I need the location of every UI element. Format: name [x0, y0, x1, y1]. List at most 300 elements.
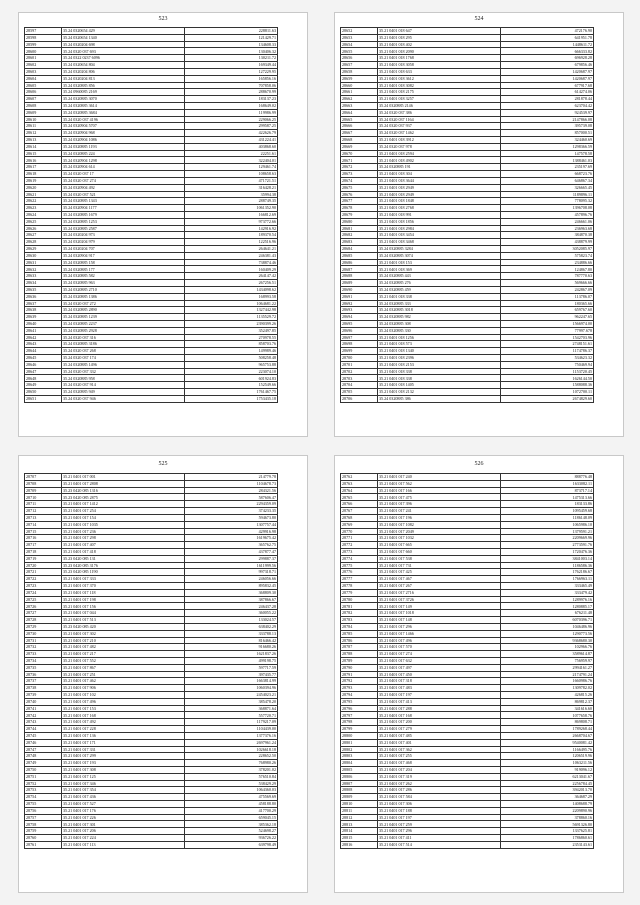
- amount-cell: 1186586.36: [501, 562, 594, 569]
- amount-cell: 322404.01: [185, 157, 278, 164]
- row-number-cell: 28630: [25, 252, 62, 259]
- code-cell: 35.24 0320885 1496: [62, 361, 185, 368]
- amount-cell: 316428.21: [185, 184, 278, 191]
- code-cell: 35.21 0401 017 125: [62, 773, 185, 780]
- code-cell: 35.24 0320885 177: [62, 266, 185, 273]
- code-cell: 35.24 0320 037 937: [378, 123, 501, 130]
- table-row: [341, 34, 594, 41]
- amount-cell: 417700.29: [185, 807, 278, 814]
- row-number-cell: 28795: [341, 698, 378, 705]
- code-cell: 35.21 0401 018 4902: [378, 157, 501, 164]
- row-number-cell: 28678: [341, 205, 378, 212]
- row-number-cell: 28724: [25, 589, 62, 596]
- code-cell: 35.21 0401 017 483: [378, 685, 501, 692]
- amount-cell: 168649.02: [185, 102, 278, 109]
- code-cell: 35.21 0401 018 1848: [378, 198, 501, 205]
- row-number-cell: 28664: [341, 109, 378, 116]
- row-number-cell: 28692: [341, 300, 378, 307]
- amount-cell: 374233.35: [185, 508, 278, 515]
- table-row: [25, 617, 278, 624]
- amount-cell: 1327442.98: [185, 307, 278, 314]
- code-cell: 35.24 0320885 3074: [378, 252, 501, 259]
- amount-cell: 962247.65: [501, 314, 594, 321]
- table-row: [25, 218, 278, 225]
- code-cell: 35.21 0401 017 296: [378, 828, 501, 835]
- table-row: [341, 773, 594, 780]
- row-number-cell: 28762: [341, 474, 378, 481]
- row-number-cell: 28775: [341, 562, 378, 569]
- amount-cell: 677917.68: [501, 82, 594, 89]
- row-number-cell: 28708: [25, 480, 62, 487]
- table-row: [25, 157, 278, 164]
- row-number-cell: 28689: [341, 280, 378, 287]
- amount-cell: 9540081.42: [501, 739, 594, 746]
- amount-cell: 997318.71: [185, 569, 278, 576]
- code-cell: 35.24 0320885 1679: [62, 211, 185, 218]
- row-number-cell: 28644: [25, 348, 62, 355]
- row-number-cell: 28748: [25, 753, 62, 760]
- code-cell: 35.21 0401 017 2049: [378, 528, 501, 535]
- code-cell: 35.21 0401 017 1466: [378, 630, 501, 637]
- code-cell: 35.24 0320204 979: [62, 239, 185, 246]
- amount-cell: 113786.07: [501, 293, 594, 300]
- amount-cell: 299587.25: [185, 123, 278, 130]
- row-number-cell: 28796: [341, 705, 378, 712]
- code-cell: 35.21 0401 017 196: [378, 514, 501, 521]
- table-row: [25, 89, 278, 96]
- code-cell: 35.21 0401 017 176: [62, 807, 185, 814]
- amount-cell: 641951.78: [501, 34, 594, 41]
- code-cell: 35.21 0401 017 362: [378, 746, 501, 753]
- row-number-cell: 28785: [341, 630, 378, 637]
- table-row: [25, 123, 278, 130]
- row-number-cell: 28816: [341, 841, 378, 848]
- row-number-cell: 28742: [25, 712, 62, 719]
- amount-cell: 1621837.26: [185, 651, 278, 658]
- table-row: [341, 205, 594, 212]
- amount-cell: 6070396.71: [501, 617, 594, 624]
- amount-cell: 1298366.59: [501, 143, 594, 150]
- row-number-cell: 28787: [341, 644, 378, 651]
- page-number: 525: [158, 461, 168, 467]
- row-number-cell: 28806: [341, 773, 378, 780]
- row-number-cell: 28777: [341, 576, 378, 583]
- code-cell: 35.21 0401 017 286: [378, 787, 501, 794]
- row-number-cell: 28727: [25, 610, 62, 617]
- row-number-cell: 28651: [25, 395, 62, 402]
- code-cell: 35.24 0320 037 978: [378, 143, 501, 150]
- row-number-cell: 28761: [25, 841, 62, 848]
- row-number-cell: 28771: [341, 535, 378, 542]
- code-cell: 35.21 0401 017 240: [378, 474, 501, 481]
- code-cell: 35.21 0401 017 2808: [62, 480, 185, 487]
- table-row: [25, 143, 278, 150]
- row-number-cell: 28774: [341, 555, 378, 562]
- row-number-cell: 28811: [341, 807, 378, 814]
- row-number-cell: 28641: [25, 327, 62, 334]
- amount-cell: 1789268.44: [501, 726, 594, 733]
- amount-cell: 924539.97: [501, 109, 594, 116]
- code-cell: 35.21 0401 017 298: [62, 535, 185, 542]
- row-number-cell: 28779: [341, 589, 378, 596]
- amount-cell: 1434098.62: [185, 286, 278, 293]
- code-cell: 35.21 0401 017 296: [378, 623, 501, 630]
- code-cell: 35.21 0401 018 647: [378, 28, 501, 35]
- row-number-cell: 28611: [25, 123, 62, 130]
- code-cell: 35.21 0401 017 660: [378, 548, 501, 555]
- amount-cell: 108658.63: [185, 171, 278, 178]
- table-row: [341, 760, 594, 767]
- row-number-cell: 28797: [341, 712, 378, 719]
- data-table: [24, 473, 278, 849]
- row-number-cell: 28810: [341, 801, 378, 808]
- amount-cell: 228811.63: [185, 28, 278, 35]
- amount-cell: 364687.29: [501, 794, 594, 801]
- table-row: [25, 678, 278, 685]
- table-row: [341, 841, 594, 848]
- table-row: [25, 375, 278, 382]
- row-number-cell: 28772: [341, 542, 378, 549]
- row-number-cell: 28749: [25, 760, 62, 767]
- code-cell: 35.21 0401 017 496: [378, 637, 501, 644]
- row-number-cell: 28798: [341, 719, 378, 726]
- code-cell: 35.21 0401 017 731: [378, 562, 501, 569]
- amount-cell: 130406.32: [185, 48, 278, 55]
- code-cell: 35.21 0401 017 497: [378, 664, 501, 671]
- amount-cell: 236963.68: [501, 225, 594, 232]
- table-row: [341, 62, 594, 69]
- row-number-cell: 28752: [25, 780, 62, 787]
- amount-cell: 387866.67: [185, 596, 278, 603]
- amount-cell: 1475313.66: [501, 494, 594, 501]
- code-cell: 35.21 0401 017 118: [62, 589, 185, 596]
- code-cell: 35.24 0320 037 693: [62, 48, 185, 55]
- row-number-cell: 28766: [341, 501, 378, 508]
- code-cell: 35.21 0401 018 1856: [378, 218, 501, 225]
- table-row: [341, 116, 594, 123]
- amount-cell: 623704.42: [501, 102, 594, 109]
- table-row: [25, 368, 278, 375]
- row-number-cell: 28624: [25, 211, 62, 218]
- row-number-cell: 28750: [25, 766, 62, 773]
- code-cell: 35.21 0401 017 193: [62, 760, 185, 767]
- table-row: [25, 712, 278, 719]
- code-cell: 35.24 0320885 963: [62, 280, 185, 287]
- table-row: [341, 171, 594, 178]
- row-number-cell: 28679: [341, 211, 378, 218]
- table-row: [341, 89, 594, 96]
- row-number-cell: 28676: [341, 191, 378, 198]
- row-number-cell: 28716: [25, 535, 62, 542]
- amount-cell: 919096.12: [501, 766, 594, 773]
- table-row: [25, 623, 278, 630]
- table-row: [25, 395, 278, 402]
- row-number-cell: 28614: [25, 143, 62, 150]
- code-cell: 35.21 0401 017 354: [62, 787, 185, 794]
- code-cell: 35.21 0401 017 475: [378, 494, 501, 501]
- table-row: [341, 48, 594, 55]
- row-number-cell: 28605: [25, 82, 62, 89]
- code-cell: 35.21 0401 017 044: [62, 610, 185, 617]
- row-number-cell: 28805: [341, 766, 378, 773]
- table-row: [25, 698, 278, 705]
- code-cell: 35.21 0401 018 1405: [378, 382, 501, 389]
- table-row: [25, 341, 278, 348]
- table-row: [341, 259, 594, 266]
- amount-cell: 756959.97: [501, 657, 594, 664]
- code-cell: 35.21 0401 018 153: [378, 259, 501, 266]
- amount-cell: 576510.84: [185, 773, 278, 780]
- code-cell: 35.21 0401 017 168: [62, 712, 185, 719]
- code-cell: 35.21 0401 017 867: [62, 664, 185, 671]
- code-cell: 35.24 0322 0237 6096: [62, 55, 185, 62]
- table-row: [25, 535, 278, 542]
- code-cell: 35.21 0401 017 204: [378, 766, 501, 773]
- table-row: [341, 637, 594, 644]
- table-row: [25, 610, 278, 617]
- code-cell: 35.21 0401 018 369: [378, 266, 501, 273]
- row-number-cell: 28628: [25, 239, 62, 246]
- code-cell: 35.21 0401 017 299: [62, 753, 185, 760]
- code-cell: 35.24 0320904 492: [62, 184, 185, 191]
- amount-cell: 659045.15: [185, 814, 278, 821]
- table-row: [25, 685, 278, 692]
- amount-cell: 1720476.36: [501, 548, 594, 555]
- table-row: [25, 273, 278, 280]
- code-cell: 35.21 0401 017 570: [378, 644, 501, 651]
- row-number-cell: 28687: [341, 266, 378, 273]
- table-row: [25, 171, 278, 178]
- table-row: [25, 75, 278, 82]
- table-row: [25, 726, 278, 733]
- code-cell: 35.21 0401 017 2716: [378, 589, 501, 596]
- table-row: [25, 96, 278, 103]
- amount-cell: 368871.64: [185, 705, 278, 712]
- row-number-cell: 28601: [25, 55, 62, 62]
- row-number-cell: 28646: [25, 361, 62, 368]
- row-number-cell: 28670: [341, 150, 378, 157]
- row-number-cell: 28784: [341, 623, 378, 630]
- row-number-cell: 28662: [341, 96, 378, 103]
- amount-cell: 659767.60: [501, 307, 594, 314]
- code-cell: 35.21 0401 017 262: [378, 780, 501, 787]
- code-cell: 35.21 0401 017 425: [378, 569, 501, 576]
- code-cell: 35.24 0320885 582: [62, 273, 185, 280]
- row-number-cell: 28653: [341, 34, 378, 41]
- amount-cell: 147578.58: [501, 150, 594, 157]
- table-row: [25, 828, 278, 835]
- code-cell: 35.21 0401 017 562: [378, 480, 501, 487]
- table-row: [341, 651, 594, 658]
- table-row: [25, 542, 278, 549]
- row-number-cell: 28783: [341, 617, 378, 624]
- code-cell: 35.24 0320 037 332: [62, 368, 185, 375]
- table-row: [341, 191, 594, 198]
- amount-cell: 1408688.79: [501, 801, 594, 808]
- amount-cell: 3052085.97: [501, 246, 594, 253]
- row-number-cell: 28770: [341, 528, 378, 535]
- table-row: [341, 569, 594, 576]
- table-row: [25, 205, 278, 212]
- table-row: [341, 293, 594, 300]
- table-row: [341, 314, 594, 321]
- table-row: [25, 569, 278, 576]
- code-cell: 35.21 0401 018 2984: [378, 225, 501, 232]
- code-cell: 35.24 0320885 330: [378, 327, 501, 334]
- row-number-cell: 28700: [341, 355, 378, 362]
- table-row: [341, 164, 594, 171]
- code-cell: 35.21 0401 017 166: [378, 487, 501, 494]
- table-row: [25, 501, 278, 508]
- table-row: [341, 596, 594, 603]
- amount-cell: 499198.75: [185, 657, 278, 664]
- page-number: 523: [158, 16, 168, 22]
- code-cell: 35.21 0401 017 168: [378, 712, 501, 719]
- amount-cell: 508258.48: [185, 355, 278, 362]
- code-cell: 35.24 0320 037 17: [62, 171, 185, 178]
- row-number-cell: 28668: [341, 137, 378, 144]
- amount-cell: 1174786.37: [501, 348, 594, 355]
- amount-cell: 223074.10: [185, 368, 278, 375]
- amount-cell: 475569.69: [185, 794, 278, 801]
- code-cell: 35.24 0320885 459: [378, 286, 501, 293]
- row-number-cell: 28788: [341, 651, 378, 658]
- table-row: [341, 177, 594, 184]
- amount-cell: 457896.76: [501, 211, 594, 218]
- code-cell: 35.24 0320 037 274: [62, 177, 185, 184]
- table-row: [25, 164, 278, 171]
- amount-cell: 1611999.56: [185, 562, 278, 569]
- row-number-cell: 28626: [25, 225, 62, 232]
- table-row: [341, 225, 594, 232]
- row-number-cell: 28757: [25, 814, 62, 821]
- code-cell: 35.21 0401 017 436: [62, 794, 185, 801]
- table-row: [25, 382, 278, 389]
- row-number-cell: 28691: [341, 293, 378, 300]
- table-row: [341, 218, 594, 225]
- amount-cell: 768980.26: [185, 760, 278, 767]
- code-cell: 35.21 0401 018 3644: [378, 177, 501, 184]
- table-row: [341, 562, 594, 569]
- code-cell: 35.21 0401 017 632: [378, 657, 501, 664]
- row-number-cell: 28735: [25, 664, 62, 671]
- code-cell: 35.21 0401 017 514: [378, 841, 501, 848]
- code-cell: 35.21 0401 018 1340: [378, 348, 501, 355]
- amount-cell: 119986.99: [185, 109, 278, 116]
- amount-cell: 102966.76: [501, 644, 594, 651]
- row-number-cell: 28635: [25, 286, 62, 293]
- row-number-cell: 28610: [25, 116, 62, 123]
- code-cell: 35.21 0401 017 468: [378, 760, 501, 767]
- table-row: [341, 232, 594, 239]
- amount-cell: 299887.37: [185, 555, 278, 562]
- table-row: [25, 252, 278, 259]
- code-cell: 35.21 0401 017 318: [378, 678, 501, 685]
- row-number-cell: 28807: [341, 780, 378, 787]
- row-number-cell: 28600: [25, 48, 62, 55]
- row-number-cell: 28660: [341, 82, 378, 89]
- amount-cell: 429916.98: [185, 528, 278, 535]
- code-cell: 35.21 0401 018 3468: [378, 239, 501, 246]
- table-row: [341, 382, 594, 389]
- row-number-cell: 28755: [25, 801, 62, 808]
- amount-cell: 696928.28: [501, 55, 594, 62]
- code-cell: 35.21 0401 017 513: [62, 617, 185, 624]
- data-table: [340, 473, 594, 849]
- code-cell: 35.21 0401 017 1032: [378, 535, 501, 542]
- table-row: [341, 678, 594, 685]
- row-number-cell: 28697: [341, 334, 378, 341]
- amount-cell: 365762.75: [185, 542, 278, 549]
- table-row: [25, 109, 278, 116]
- amount-cell: 1064681.22: [185, 300, 278, 307]
- table-row: [341, 55, 594, 62]
- row-number-cell: 28720: [25, 562, 62, 569]
- code-cell: 35.21 0401 017 450: [378, 671, 501, 678]
- code-cell: 35.21 0401 017 171: [62, 739, 185, 746]
- table-row: [341, 361, 594, 368]
- amount-cell: 326665.45: [501, 184, 594, 191]
- amount-cell: 228652.50: [185, 753, 278, 760]
- table-row: [25, 82, 278, 89]
- amount-cell: 149989.46: [185, 348, 278, 355]
- code-cell: 35.21 0401 017 228: [62, 726, 185, 733]
- row-number-cell: 28756: [25, 807, 62, 814]
- amount-cell: 1280885.17: [501, 603, 594, 610]
- amount-cell: 1766963.11: [501, 576, 594, 583]
- amount-cell: 1663814.99: [185, 678, 278, 685]
- row-number-cell: 28717: [25, 542, 62, 549]
- code-cell: 35.24 0320204 973: [62, 232, 185, 239]
- code-cell: 35.21 0401 017 102: [62, 692, 185, 699]
- row-number-cell: 28694: [341, 314, 378, 321]
- row-number-cell: 28645: [25, 355, 62, 362]
- code-cell: 35.21 0401 017 331: [62, 746, 185, 753]
- row-number-cell: 28637: [25, 300, 62, 307]
- table-row: [341, 514, 594, 521]
- code-cell: 35.21 0401 017 467: [378, 576, 501, 583]
- row-number-cell: 28690: [341, 286, 378, 293]
- code-cell: 35.21 0401 017 288: [378, 705, 501, 712]
- amount-cell: 676211.48: [501, 610, 594, 617]
- amount-cell: 538429.29: [185, 780, 278, 787]
- code-cell: 35.21 0401 017 492: [62, 719, 185, 726]
- table-row: [25, 651, 278, 658]
- table-row: [25, 41, 278, 48]
- amount-cell: 679856.46: [501, 62, 594, 69]
- table-row: [25, 753, 278, 760]
- row-number-cell: 28693: [341, 307, 378, 314]
- table-row: [25, 692, 278, 699]
- code-cell: 35.24 0320654 429: [62, 28, 185, 35]
- row-number-cell: 28656: [341, 55, 378, 62]
- row-number-cell: 28722: [25, 576, 62, 583]
- table-row: [341, 320, 594, 327]
- code-cell: 35.21 0401 018 991: [378, 211, 501, 218]
- table-row: [341, 801, 594, 808]
- amount-cell: 895832.45: [185, 583, 278, 590]
- amount-cell: 246056.66: [185, 576, 278, 583]
- code-cell: 35.21 0401 017 306: [378, 801, 501, 808]
- table-row: [25, 225, 278, 232]
- row-number-cell: 28655: [341, 48, 378, 55]
- table-row: [341, 157, 594, 164]
- row-number-cell: 28710: [25, 494, 62, 501]
- row-number-cell: 28740: [25, 698, 62, 705]
- table-row: [25, 62, 278, 69]
- code-cell: 35.24 0320885 3186: [62, 341, 185, 348]
- code-cell: 35.21 0401 017 259: [378, 821, 501, 828]
